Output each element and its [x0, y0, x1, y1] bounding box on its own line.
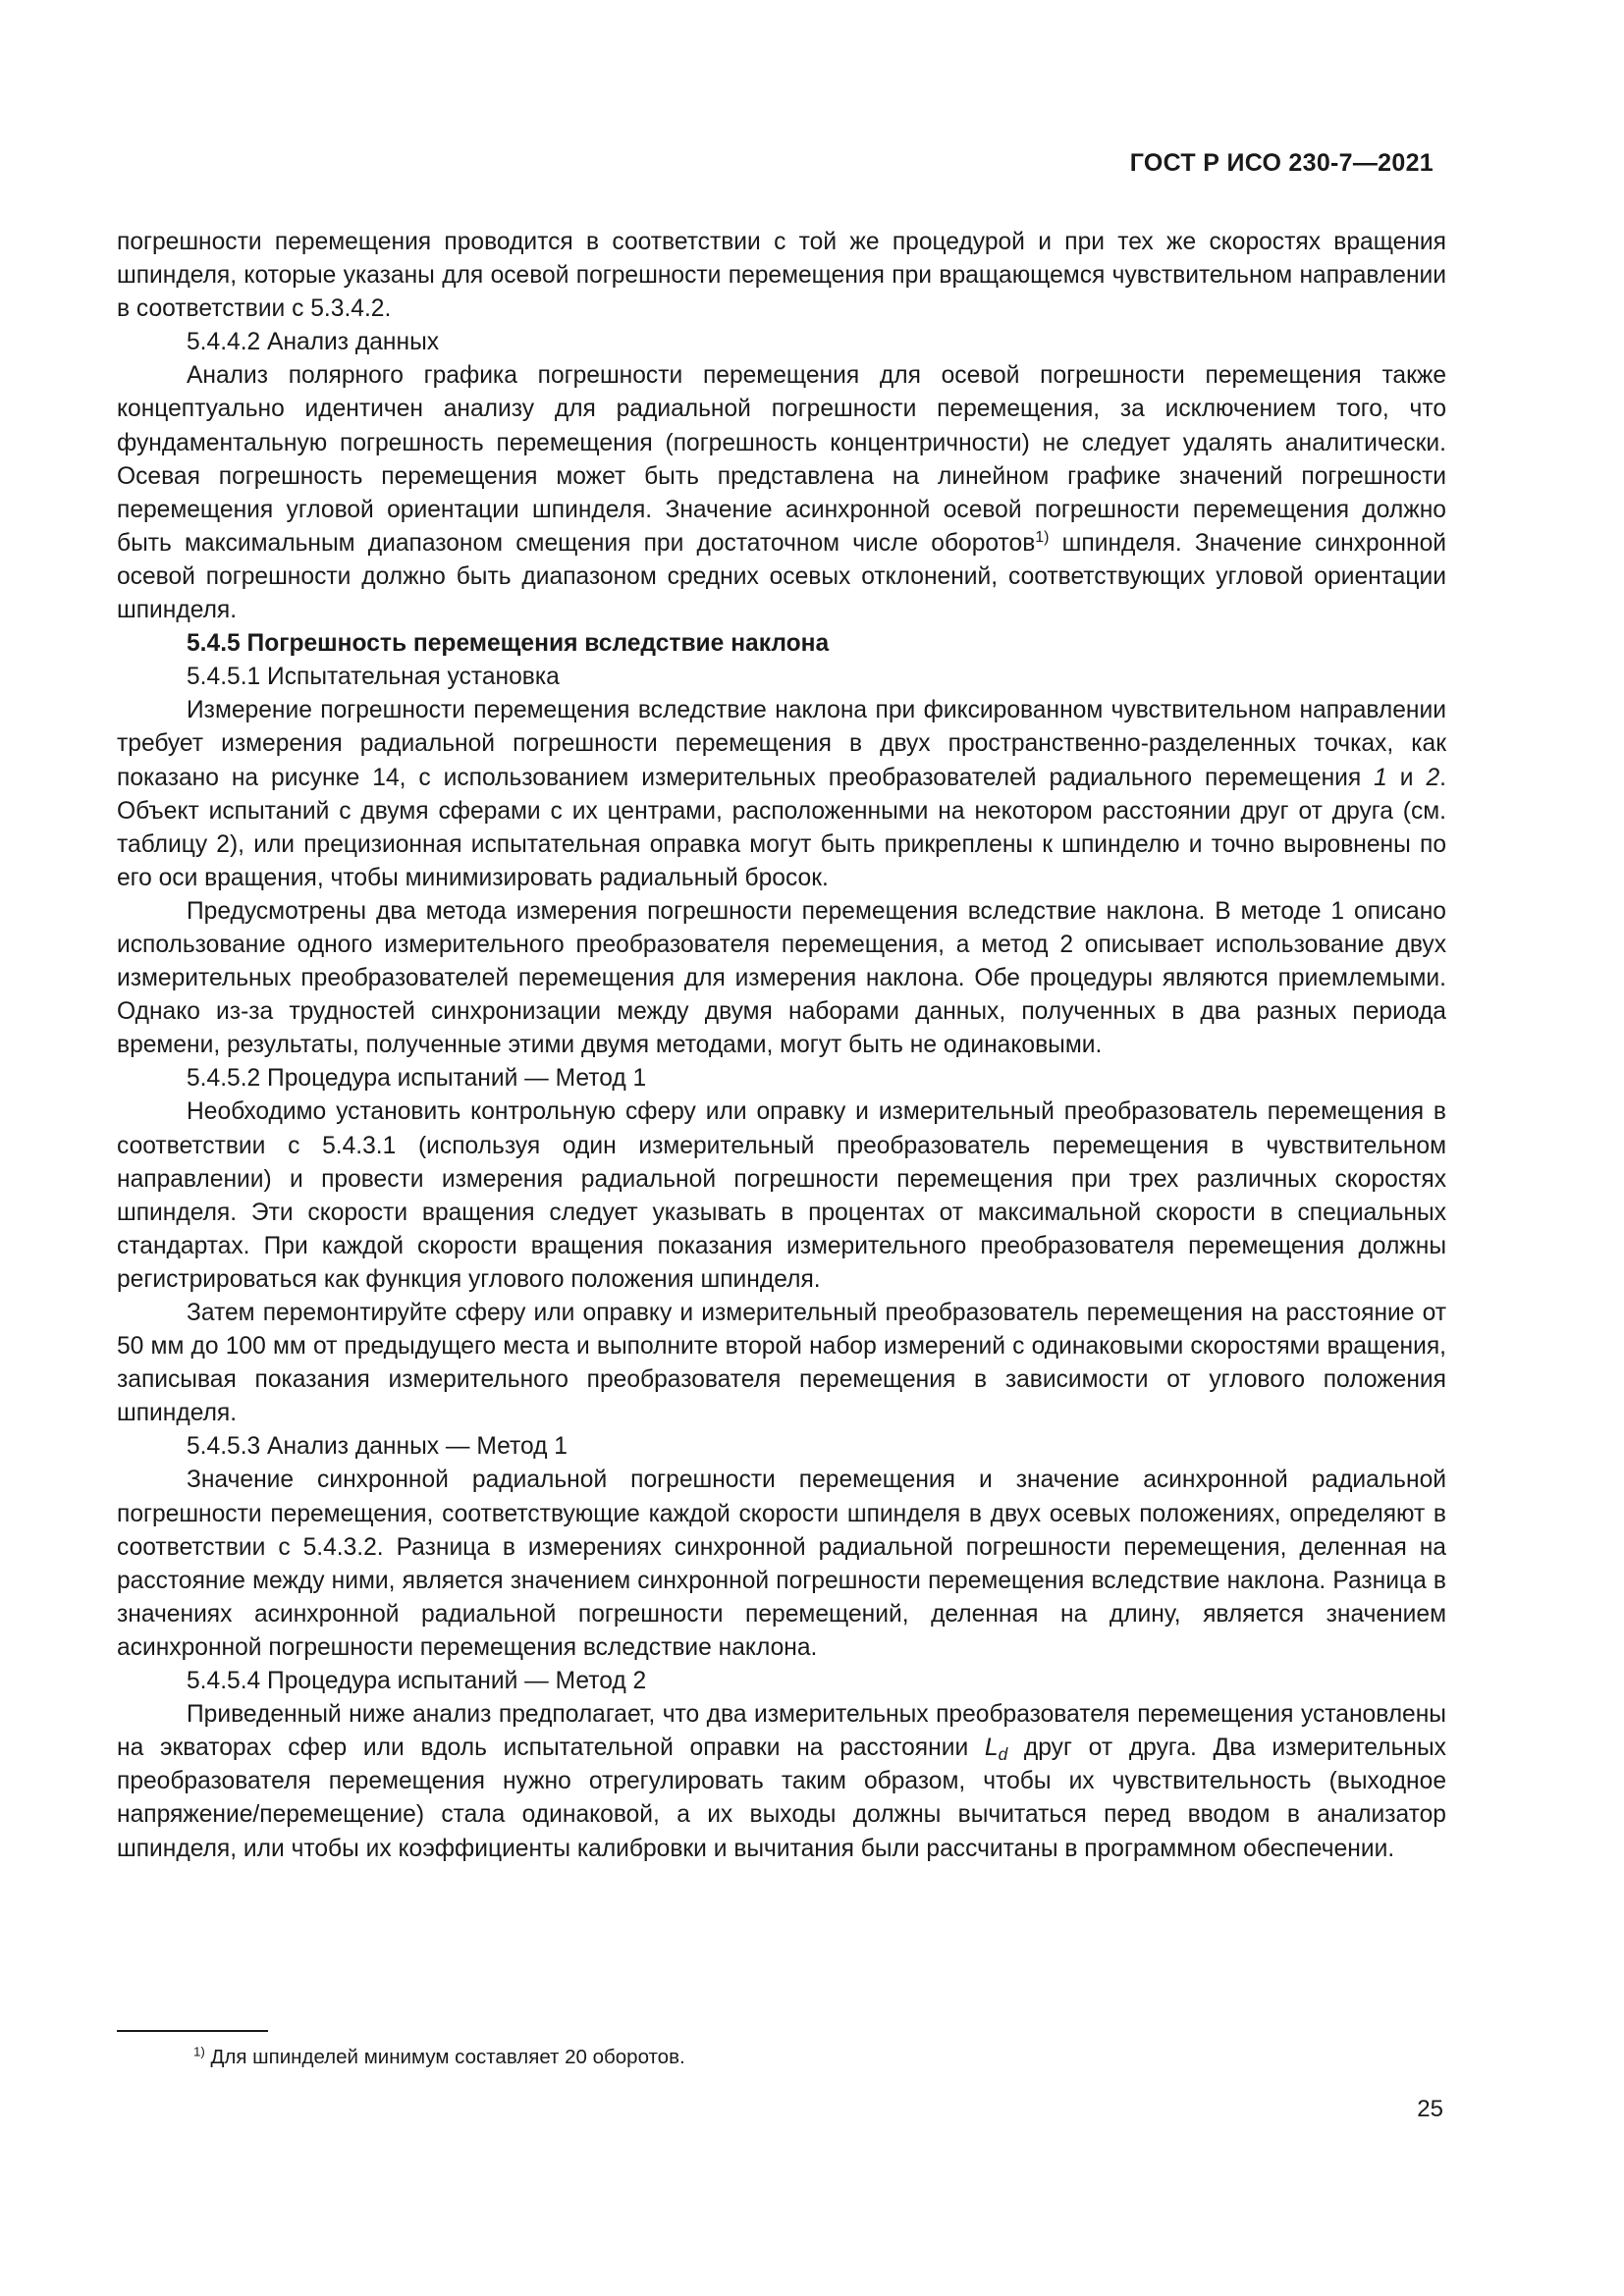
paragraph: Значение синхронной радиальной погрешности перемещения и значение асинхронной радиальной погрешности перемещения, соответствующие каждой скорости шпинделя в двух осевых положениях, определяют в соответствии с 5.4.3.2. Разница в измерениях синхронной радиальной погрешности перемещения, деленная на расстояние между ними, является значением синхронной погрешности перемещения вследствие наклона. Разница в значениях асинхронной радиальной погрешности перемещений, деленная на длину, является значением асинхронной погрешности перемещения вследствие наклона. — [117, 1467, 1446, 1661]
math-symbol: L — [984, 1735, 999, 1762]
paragraph-text: . Объект испытаний с двумя сферами с их центрами, расположенными на некотором расстоянии друг от друга (см. таблицу 2), или прецизионная испытательная оправка могут быть прикреплены к шпинделю и точно выровнены по его оси вращения, чтобы минимизировать радиальный бросок. — [117, 764, 1446, 891]
footnote-divider — [117, 2030, 268, 2032]
footnote — [193, 2045, 685, 2070]
paragraph-text: Приведенный ниже анализ предполагает, что два измерительных преобразователя перемещения установлены на экваторах сфер или вдоль испытательной оправки на расстоянии — [117, 1701, 1446, 1762]
subsection-heading: 5.4.5.1 Испытательная установка — [187, 664, 560, 691]
paragraph — [117, 1698, 1446, 1865]
section-heading: 5.4.5 Погрешность перемещения вследствие наклона — [187, 630, 830, 658]
paragraph: Затем перемонтируйте сферу или оправку и измерительный преобразователь перемещения на расстояние от 50 мм до 100 мм от предыдущего места и выполните второй набор измерений с одинаковыми скоростями вращения, записывая показания измерительного преобразователя перемещения в зависимости от углового положения шпинделя. — [117, 1300, 1446, 1427]
document-header: ГОСТ Р ИСО 230-7—2021 — [1129, 149, 1434, 177]
math-subscript: d — [998, 1744, 1008, 1765]
paragraph-text: Измерение погрешности перемещения вследствие наклона при фиксированном чувствительном направлении требует измерения радиальной погрешности перемещения в двух пространственно-разделенных точках, как показано на рисунке 14, с использованием измерительных преобразователей радиального перемещения — [117, 697, 1446, 791]
subsection-heading: 5.4.5.2 Процедура испытаний — Метод 1 — [187, 1065, 647, 1093]
subsection-heading: 5.4.5.3 Анализ данных — Метод 1 — [187, 1433, 568, 1461]
paragraph-text: Анализ полярного графика погрешности перемещения для осевой погрешности перемещения также концептуально идентичен анализу для радиальной погрешности перемещения, за исключением того, что фундаментальную погрешность перемещения (погрешность концентричности) не следует удалять аналитически. Осевая погрешность перемещения может быть представлена на линейном графике значений погрешности перемещения угловой ориентации шпинделя. Значение асинхронной осевой погрешности перемещения должно быть максимальным диапазоном смещения при достаточном числе оборотов — [117, 362, 1446, 557]
paragraph-text: и — [1386, 764, 1427, 791]
italic-ref: 1 — [1374, 764, 1387, 791]
footnote-ref: 1) — [1035, 529, 1050, 547]
paragraph-text: шпинделя. Значение синхронной осевой погрешности должно быть диапазоном средних осевых отклонений, соответствующих угловой ориентации шпинделя. — [117, 529, 1446, 624]
paragraph — [117, 359, 1446, 627]
footnote-text: Для шпинделей минимум составляет 20 оборотов. — [204, 2046, 685, 2068]
paragraph: Предусмотрены два метода измерения погрешности перемещения вследствие наклона. В методе 1 описано использование одного измерительного преобразователя перемещения, а метод 2 описывает использование двух измерительных преобразователей перемещения для измерения наклона. Обе процедуры являются приемлемыми. Однако из-за трудностей синхронизации между двумя наборами данных, полученных в два разных периода времени, результаты, полученные этими двумя методами, могут быть не одинаковыми. — [117, 897, 1446, 1059]
document-body — [117, 226, 1446, 1866]
paragraph: Необходимо установить контрольную сферу или оправку и измерительный преобразователь перемещения в соответствии с 5.4.3.1 (используя один измерительный преобразователь перемещения в чувствительном направлении) и провести измерения радиальной погрешности перемещения при трех различных скоростях шпинделя. Эти скорости вращения следует указывать в процентах от максимальной скорости в специальных стандартах. При каждой скорости вращения показания измерительного преобразователя перемещения должны регистрироваться как функция углового положения шпинделя. — [117, 1098, 1446, 1293]
paragraph-text: друг от друга. Два измерительных преобразователя перемещения нужно отрегулировать таким образом, чтобы их чувствительность (выходное напряжение/перемещение) стала одинаковой, а их выходы должны вычитаться перед вводом в анализатор шпинделя, или чтобы их коэффициенты калибровки и вычитания были рассчитаны в программном обеспечении. — [117, 1735, 1446, 1862]
italic-ref: 2 — [1426, 764, 1440, 791]
subsection-heading: 5.4.4.2 Анализ данных — [187, 329, 440, 356]
page-number: 25 — [1417, 2096, 1443, 2122]
paragraph: погрешности перемещения проводится в соответствии с той же процедурой и при тех же скоростях вращения шпинделя, которые указаны для осевой погрешности перемещения при вращающемся чувствительном направлении в соответствии с 5.3.4.2. — [117, 229, 1446, 323]
footnote-mark: 1) — [193, 2044, 205, 2059]
paragraph — [117, 694, 1446, 895]
subsection-heading: 5.4.5.4 Процедура испытаний — Метод 2 — [187, 1668, 647, 1695]
